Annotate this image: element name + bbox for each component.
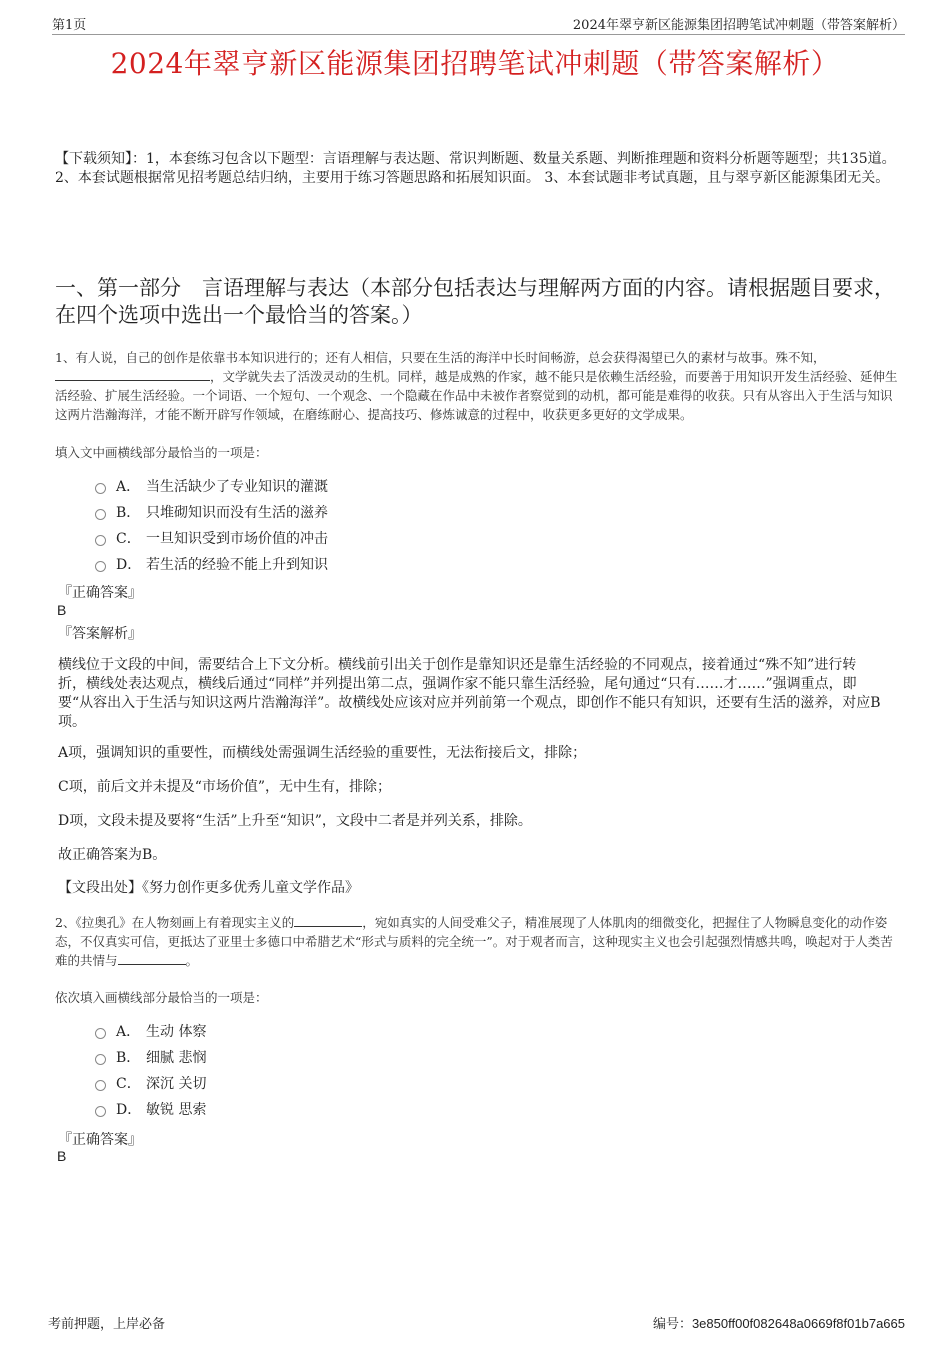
header-doc-title: 2024年翠亨新区能源集团招聘笔试冲刺题（带答案解析） <box>572 18 905 33</box>
section-title: 一、第一部分 言语理解与表达（本部分包括表达与理解两方面的内容。请根据题目要求，在四个选项中选出一个最恰当的答案。） <box>55 276 895 327</box>
radio-icon[interactable] <box>95 535 106 546</box>
option-d[interactable]: D． 敏锐 思索 <box>95 1096 206 1122</box>
source-citation: 【文段出处】《努力创作更多优秀儿童文学作品》 <box>58 880 359 896</box>
radio-icon[interactable] <box>95 1080 106 1091</box>
document-id: 编号：3e850ff00f082648a0669f8f01b7a665 <box>652 1316 905 1331</box>
option-b[interactable]: B． 只堆砌知识而没有生活的滋养 <box>95 499 328 525</box>
answer-blank <box>118 951 186 965</box>
page-number: 第1页 <box>52 18 87 33</box>
answer-label: 『正确答案』 <box>58 585 142 601</box>
page-header <box>52 12 905 35</box>
footer-slogan: 考前押题，上岸必备 <box>48 1317 166 1332</box>
radio-icon[interactable] <box>95 561 106 572</box>
analysis-paragraph: 横线位于文段的中间，需要结合上下文分析。横线前引出关于创作是靠知识还是靠生活经验的不同观点，接着通过“殊不知”进行转折，横线处表达观点，横线后通过“同样”并列提出第二点，强调作家不能只靠生活经验，尾句通过“只有……才……”强调重点，即要“从容出入于生活与知识这两片浩瀚海洋”。故横线处应该对应并列前第一个观点，即创作不能只有知识，还要有生活的滋养，对应B项。 <box>58 657 881 730</box>
radio-icon[interactable] <box>95 1028 106 1039</box>
radio-icon[interactable] <box>95 483 106 494</box>
question-1-text <box>55 348 898 424</box>
option-b[interactable]: B． 细腻 悲悯 <box>95 1044 206 1070</box>
option-d[interactable]: D． 若生活的经验不能上升到知识 <box>95 551 328 577</box>
option-a[interactable]: A． 生动 体察 <box>95 1018 206 1044</box>
question-1-options <box>95 473 328 577</box>
question-2-options <box>95 1018 206 1122</box>
radio-icon[interactable] <box>95 509 106 520</box>
answer-blank <box>55 367 210 381</box>
question-1-text-after: ，文学就失去了活泼灵动的生机。同样，越是成熟的作家，越不能只是依赖生活经验，而要善于用知识开发生活经验、延伸生活经验、扩展生活经验。一个词语、一个短句、一个观念、一个隐藏在作品中未被作者察觉到的动机，都可能是难得的收获。只有从容出入于生活与知识这两片浩瀚海洋，才能不断开辟写作领域，在磨练耐心、提高技巧、修炼诚意的过程中，收获更多更好的文学成果。 <box>55 369 898 422</box>
analysis-paragraph: C项，前后文并未提及“市场价值”，无中生有，排除； <box>58 779 392 795</box>
option-a[interactable]: A． 当生活缺少了专业知识的灌溉 <box>95 473 328 499</box>
question-2-text: 2、《拉奥孔》在人物刻画上有着现实主义的 ，宛如真实的人间受难父子，精准展现了人体肌肉的细微变化，把握住了人物瞬息变化的动作姿态，不仅真实可信，更抵达了亚里士多德口中希腊艺术“形式与质料的完全统一”。对于观者而言，这种现实主义也会引起强烈情感共鸣，唤起对于人类苦难的共情与 。 <box>55 915 893 968</box>
answer-value: B <box>57 602 67 618</box>
question-1-prompt: 填入文中画横线部分最恰当的一项是： <box>55 445 268 460</box>
radio-icon[interactable] <box>95 1106 106 1117</box>
analysis-paragraph: D项，文段未提及要将“生活”上升至“知识”，文段中二者是并列关系，排除。 <box>58 813 532 829</box>
option-c[interactable]: C． 深沉 关切 <box>95 1070 206 1096</box>
page-title: 2024年翠亨新区能源集团招聘笔试冲刺题（带答案解析） <box>110 47 840 80</box>
radio-icon[interactable] <box>95 1054 106 1065</box>
option-c[interactable]: C． 一旦知识受到市场价值的冲击 <box>95 525 328 551</box>
question-2-prompt: 依次填入画横线部分最恰当的一项是： <box>55 990 268 1005</box>
download-notice: 【下载须知】：1，本套练习包含以下题型：言语理解与表达题、常识判断题、数量关系题、判断推理题和资料分析题等题型；共135道。 2、本套试题根据常见招考题总结归纳，主要用于练习答题思路和拓展知识面。 3、本套试题非考试真题，且与翠亨新区能源集团无关。 <box>55 151 896 186</box>
question-1-text-before: 1、有人说，自己的创作是依靠书本知识进行的；还有人相信，只要在生活的海洋中长时间畅游，总会获得渴望已久的素材与故事。殊不知， <box>55 350 826 365</box>
analysis-paragraph: A项，强调知识的重要性，而横线处需强调生活经验的重要性，无法衔接后文，排除； <box>58 745 587 761</box>
analysis-label: 『答案解析』 <box>58 626 142 642</box>
analysis-paragraph: 故正确答案为B。 <box>58 847 167 863</box>
answer-value: B <box>57 1148 67 1164</box>
answer-blank <box>294 913 362 927</box>
answer-label: 『正确答案』 <box>58 1132 142 1148</box>
